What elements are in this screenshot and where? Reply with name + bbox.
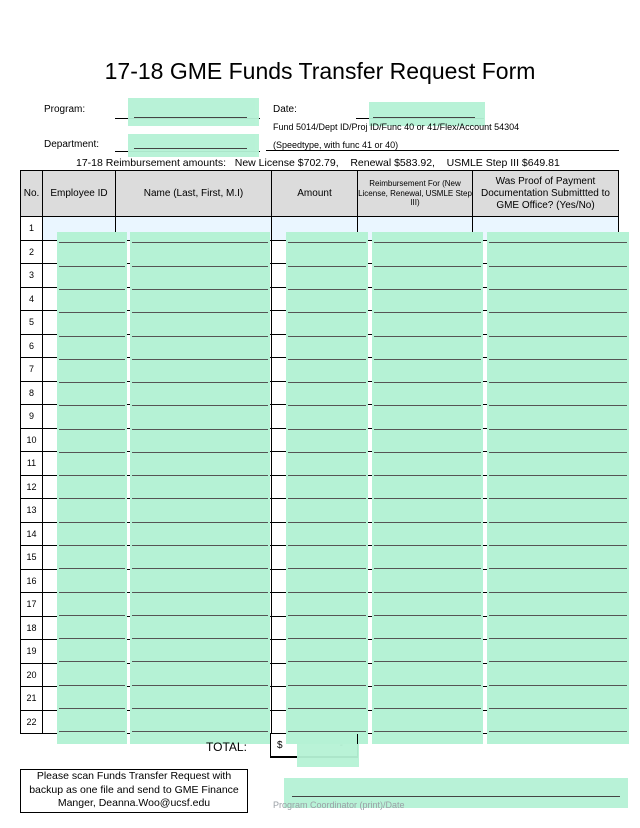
total-label: TOTAL: [206,740,247,754]
program-input[interactable] [128,98,259,126]
fill-line [59,498,125,499]
fill-line [288,289,366,290]
fill-line [132,661,268,662]
row-number: 14 [21,522,43,546]
row-number: 3 [21,264,43,288]
fill-line [288,242,366,243]
fill-line [59,708,125,709]
fill-line [288,731,366,732]
fill-line [288,661,366,662]
total-currency: $ [277,740,283,751]
fill-line [288,359,366,360]
fill-line [59,289,125,290]
fill-line [288,685,366,686]
row-number: 13 [21,499,43,523]
submission-note-text: Please scan Funds Transfer Request with backup as one file and send to GME Finance Manger, Deanna.Woo@ucsf.edu [29,770,239,810]
fill-line [489,522,627,523]
fill-line [132,242,268,243]
speedtype-underline [266,150,619,151]
row-number: 10 [21,428,43,452]
fill-line [288,312,366,313]
fill-line [132,708,268,709]
department-label: Department: [44,139,100,150]
fill-line [374,289,481,290]
fill-line [59,452,125,453]
fill-line [59,359,125,360]
fill-line [132,429,268,430]
header-amount: Amount [272,171,358,217]
row-number: 1 [21,217,43,241]
fill-line [59,336,125,337]
fill-line [374,405,481,406]
fill-line [489,405,627,406]
fill-line [132,266,268,267]
fill-line [489,475,627,476]
fill-line [374,522,481,523]
fill-line [374,382,481,383]
fill-line [489,592,627,593]
fill-line [132,289,268,290]
department-input[interactable] [128,134,259,157]
fill-line [59,312,125,313]
fill-line [288,592,366,593]
header-name: Name (Last, First, M.I) [116,171,272,217]
fill-line [374,568,481,569]
submission-note [20,769,248,813]
fill-line [288,638,366,639]
fill-line [59,405,125,406]
fill-line [132,545,268,546]
fill-line [132,359,268,360]
fill-line [59,685,125,686]
table-header-row [21,171,619,217]
fill-line [489,568,627,569]
fill-line [132,638,268,639]
fill-line [374,429,481,430]
fill-line [132,475,268,476]
fill-line [288,429,366,430]
fill-line [374,452,481,453]
fill-line [132,731,268,732]
speedtype-line: (Speedtype, with func 41 or 40) [273,140,399,150]
fill-line [288,522,366,523]
fill-line [374,336,481,337]
fill-line [59,242,125,243]
row-number: 16 [21,569,43,593]
fill-line [489,545,627,546]
fill-line [132,615,268,616]
fill-line [288,708,366,709]
fill-line [374,359,481,360]
fill-line [374,731,481,732]
row-number: 17 [21,593,43,617]
fill-line [288,545,366,546]
fill-line [59,382,125,383]
fill-line [288,382,366,383]
row-number: 6 [21,334,43,358]
header-reimbursement-for: Reimbursement For (New License, Renewal, USMLE Step III) [358,171,473,217]
fill-line [132,568,268,569]
reimbursement-amounts: 17-18 Reimbursement amounts: New License $702.79, Renewal $583.92, USMLE Step III $649.81 [76,157,560,169]
fill-line [374,312,481,313]
fill-line [288,475,366,476]
fill-line [132,522,268,523]
row-number: 7 [21,358,43,382]
fill-line [489,266,627,267]
fill-line [489,359,627,360]
fill-line [59,475,125,476]
row-number: 20 [21,663,43,687]
fill-line [59,592,125,593]
fill-line [489,382,627,383]
fill-line [374,615,481,616]
fill-line [288,336,366,337]
fill-line [374,475,481,476]
coordinator-label: Program Coordinator (print)/Date [273,800,405,810]
fill-line [132,382,268,383]
fill-line [489,685,627,686]
fund-line: Fund 5014/Dept ID/Proj ID/Func 40 or 41/Flex/Account 54304 [273,122,520,132]
row-number: 15 [21,546,43,570]
row-number: 19 [21,640,43,664]
fill-line [59,429,125,430]
fill-line [288,498,366,499]
fill-line [489,429,627,430]
fill-line [59,615,125,616]
fill-line [374,545,481,546]
fill-line [132,452,268,453]
employee-id-fields[interactable] [57,232,127,744]
fill-line [288,266,366,267]
fill-line [374,685,481,686]
fill-line [59,522,125,523]
row-number: 2 [21,240,43,264]
fill-line [374,708,481,709]
header-proof-submitted: Was Proof of Payment Documentation Submittted to GME Office? (Yes/No) [473,171,619,217]
fill-line [374,638,481,639]
fill-line [288,568,366,569]
row-number: 18 [21,616,43,640]
total-input[interactable] [297,744,359,767]
fill-line [288,405,366,406]
header-employee-id: Employee ID [43,171,116,217]
fill-line [59,731,125,732]
fill-line [59,568,125,569]
fill-line [489,661,627,662]
row-number: 12 [21,475,43,499]
fill-line [59,545,125,546]
fill-line [288,615,366,616]
header-no: No. [21,171,43,217]
fill-line [132,685,268,686]
fill-line [489,289,627,290]
fill-line [489,708,627,709]
proof-submitted-fields[interactable] [487,232,629,744]
fill-line [489,336,627,337]
page-title: 17-18 GME Funds Transfer Request Form [104,58,536,84]
fill-line [288,452,366,453]
fill-line [489,312,627,313]
fill-line [374,661,481,662]
fill-line [132,336,268,337]
fill-line [59,266,125,267]
amount-fields[interactable] [286,232,368,744]
fill-line [489,615,627,616]
row-number: 8 [21,381,43,405]
fill-line [59,638,125,639]
fill-line [132,592,268,593]
fill-line [489,731,627,732]
fill-line [132,405,268,406]
fill-line [489,638,627,639]
row-number: 4 [21,287,43,311]
row-number: 11 [21,452,43,476]
fill-line [374,498,481,499]
fill-line [489,452,627,453]
date-label: Date: [273,104,297,115]
reimbursement-for-fields[interactable] [372,232,483,744]
row-number: 9 [21,405,43,429]
fill-line [374,242,481,243]
fill-line [374,266,481,267]
fill-line [489,242,627,243]
row-number: 21 [21,687,43,711]
name-fields[interactable] [130,232,270,744]
fill-line [132,312,268,313]
fill-line [489,498,627,499]
row-number: 5 [21,311,43,335]
fill-line [374,592,481,593]
program-label: Program: [44,104,86,115]
fill-line [59,661,125,662]
fill-line [132,498,268,499]
row-number: 22 [21,710,43,734]
